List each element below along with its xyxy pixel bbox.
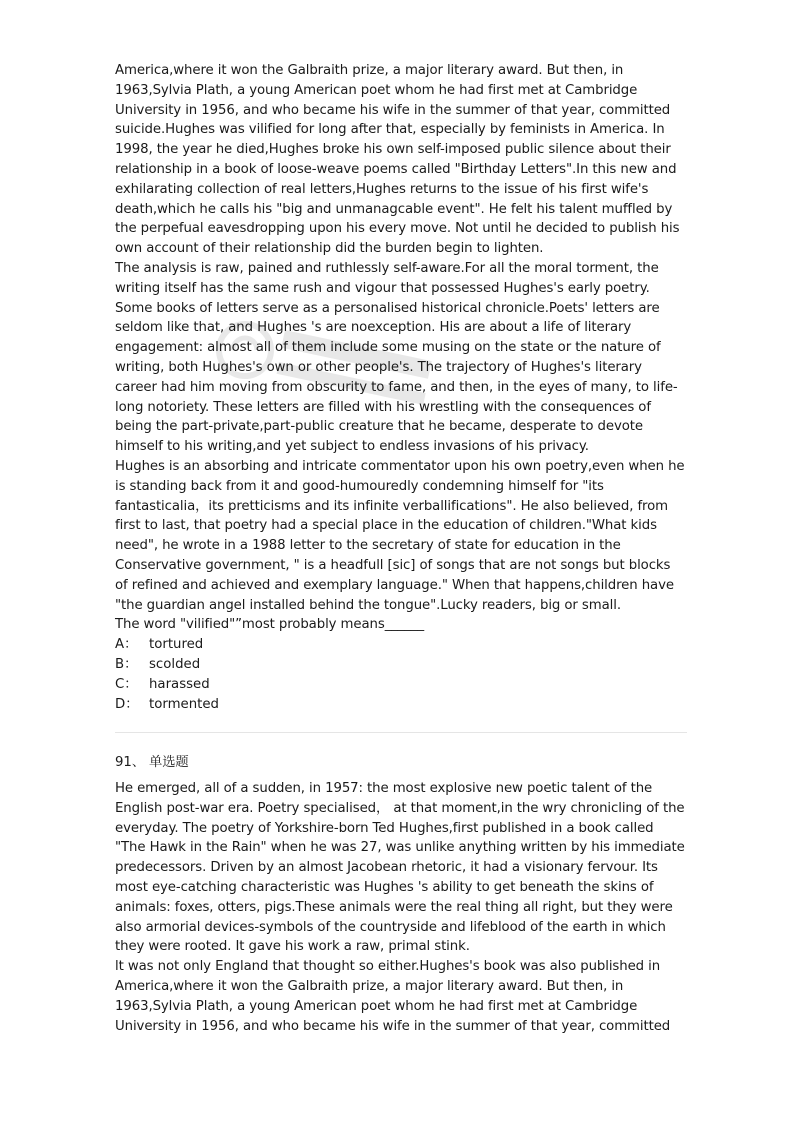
option-text: harassed: [149, 676, 210, 692]
document-page: [115, 61, 687, 1036]
option-letter: D：: [115, 696, 139, 712]
question-stem: The word "vilified"”most probably means______: [115, 617, 424, 633]
question-header: 91、 单选题: [115, 755, 189, 771]
passage-paragraph: Hughes is an absorbing and intricate commentator upon his own poetry,even when he is standing back from it and good-humouredly condemning himself for "its fantasticalia，its pretticisms and its infinite verballifications". He also believed, from first to last, that poetry had a special place in the education of children."What kids need", he wrote in a 1988 letter to the secretary of state for education in the Conservative government, " is a headfull [sic] of songs that are not songs but blocks of refined and achieved and exemplary language." When that happens,children have "the guardian angel installed behind the tongue".Lucky readers, big or small.: [115, 458, 685, 613]
passage-paragraph: America,where it won the Galbraith prize, a major literary award. But then, in 1963,Sylvia Plath, a young American poet whom he had first met at Cambridge University in 1956, and who became his wife in the summer of that year, committed suicide.Hughes was vilified for long after that, especially by feminists in America. In 1998, the year he died,Hughes broke his own self-imposed public silence about their relationship in a book of loose-weave poems called "Birthday Letters".In this new and exhilarating collection of real letters,Hughes returns to the issue of his first wife's death,which he calls his "big and unmanagcable event". He felt his talent muffled by the perpefual eavesdropping upon his every move. Not until he decided to publish his own account of their relationship did the burden begin to lighten.: [115, 63, 680, 257]
option-letter: A：: [115, 637, 138, 653]
option-d[interactable]: [115, 695, 687, 715]
option-text: scolded: [149, 656, 201, 672]
passage-paragraph: lt was not only England that thought so either.Hughes's book was also published in America,where it won the Galbraith prize, a major literary award. But then, in 1963,Sylvia Plath, a young American poet whom he had first met at Cambridge University in 1956, and who became his wife in the summer of that year, committed: [115, 959, 671, 1034]
passage-paragraph: He emerged, all of a sudden, in 1957: the most explosive new poetic talent of the English post-war era. Poetry specialised， at that moment,in the wry chronicling of the everyday. The poetry of Yorkshire-born Ted Hughes,first published in a book called "The Hawk in the Rain" when he was 27, was unlike anything written by his immediate predecessors. Driven by an almost Jacobean rhetoric, it had a visionary fervour. Its most eye-catching characteristic was Hughes 's ability to get beneath the skins of animals: foxes, otters, pigs.These animals were the real thing all right, but they were also armorial devices-symbols of the countryside and lifeblood of the earth in which they were rooted. It gave his work a raw, primal stink.: [115, 781, 685, 955]
option-c[interactable]: [115, 675, 687, 695]
section-divider: [115, 732, 687, 733]
option-text: tortured: [149, 637, 204, 653]
option-b[interactable]: [115, 655, 687, 675]
option-letter: B：: [115, 656, 138, 672]
passage-paragraph: The analysis is raw, pained and ruthlessly self-aware.For all the moral torment, the writing itself has the same rush and vigour that possessed Hughes's early poetry. Some books of letters serve as a personalised historical chronicle.Poets' letters are seldom like that, and Hughes 's are noexception. His are about a life of literary engagement: almost all of them include some musing on the state or the nature of writing, both Hughes's own or other people's. The trajectory of Hughes's literary career had him moving from obscurity to fame, and then, in the eyes of many, to life-long notoriety. These letters are filled with his wrestling with the consequences of being the part-private,part-public creature that he became, desperate to devote himself to his writing,and yet subject to endless invasions of his privacy.: [115, 260, 678, 455]
option-a[interactable]: [115, 635, 687, 655]
option-text: tormented: [149, 696, 219, 712]
option-letter: C：: [115, 676, 138, 692]
answer-options: [115, 635, 687, 714]
